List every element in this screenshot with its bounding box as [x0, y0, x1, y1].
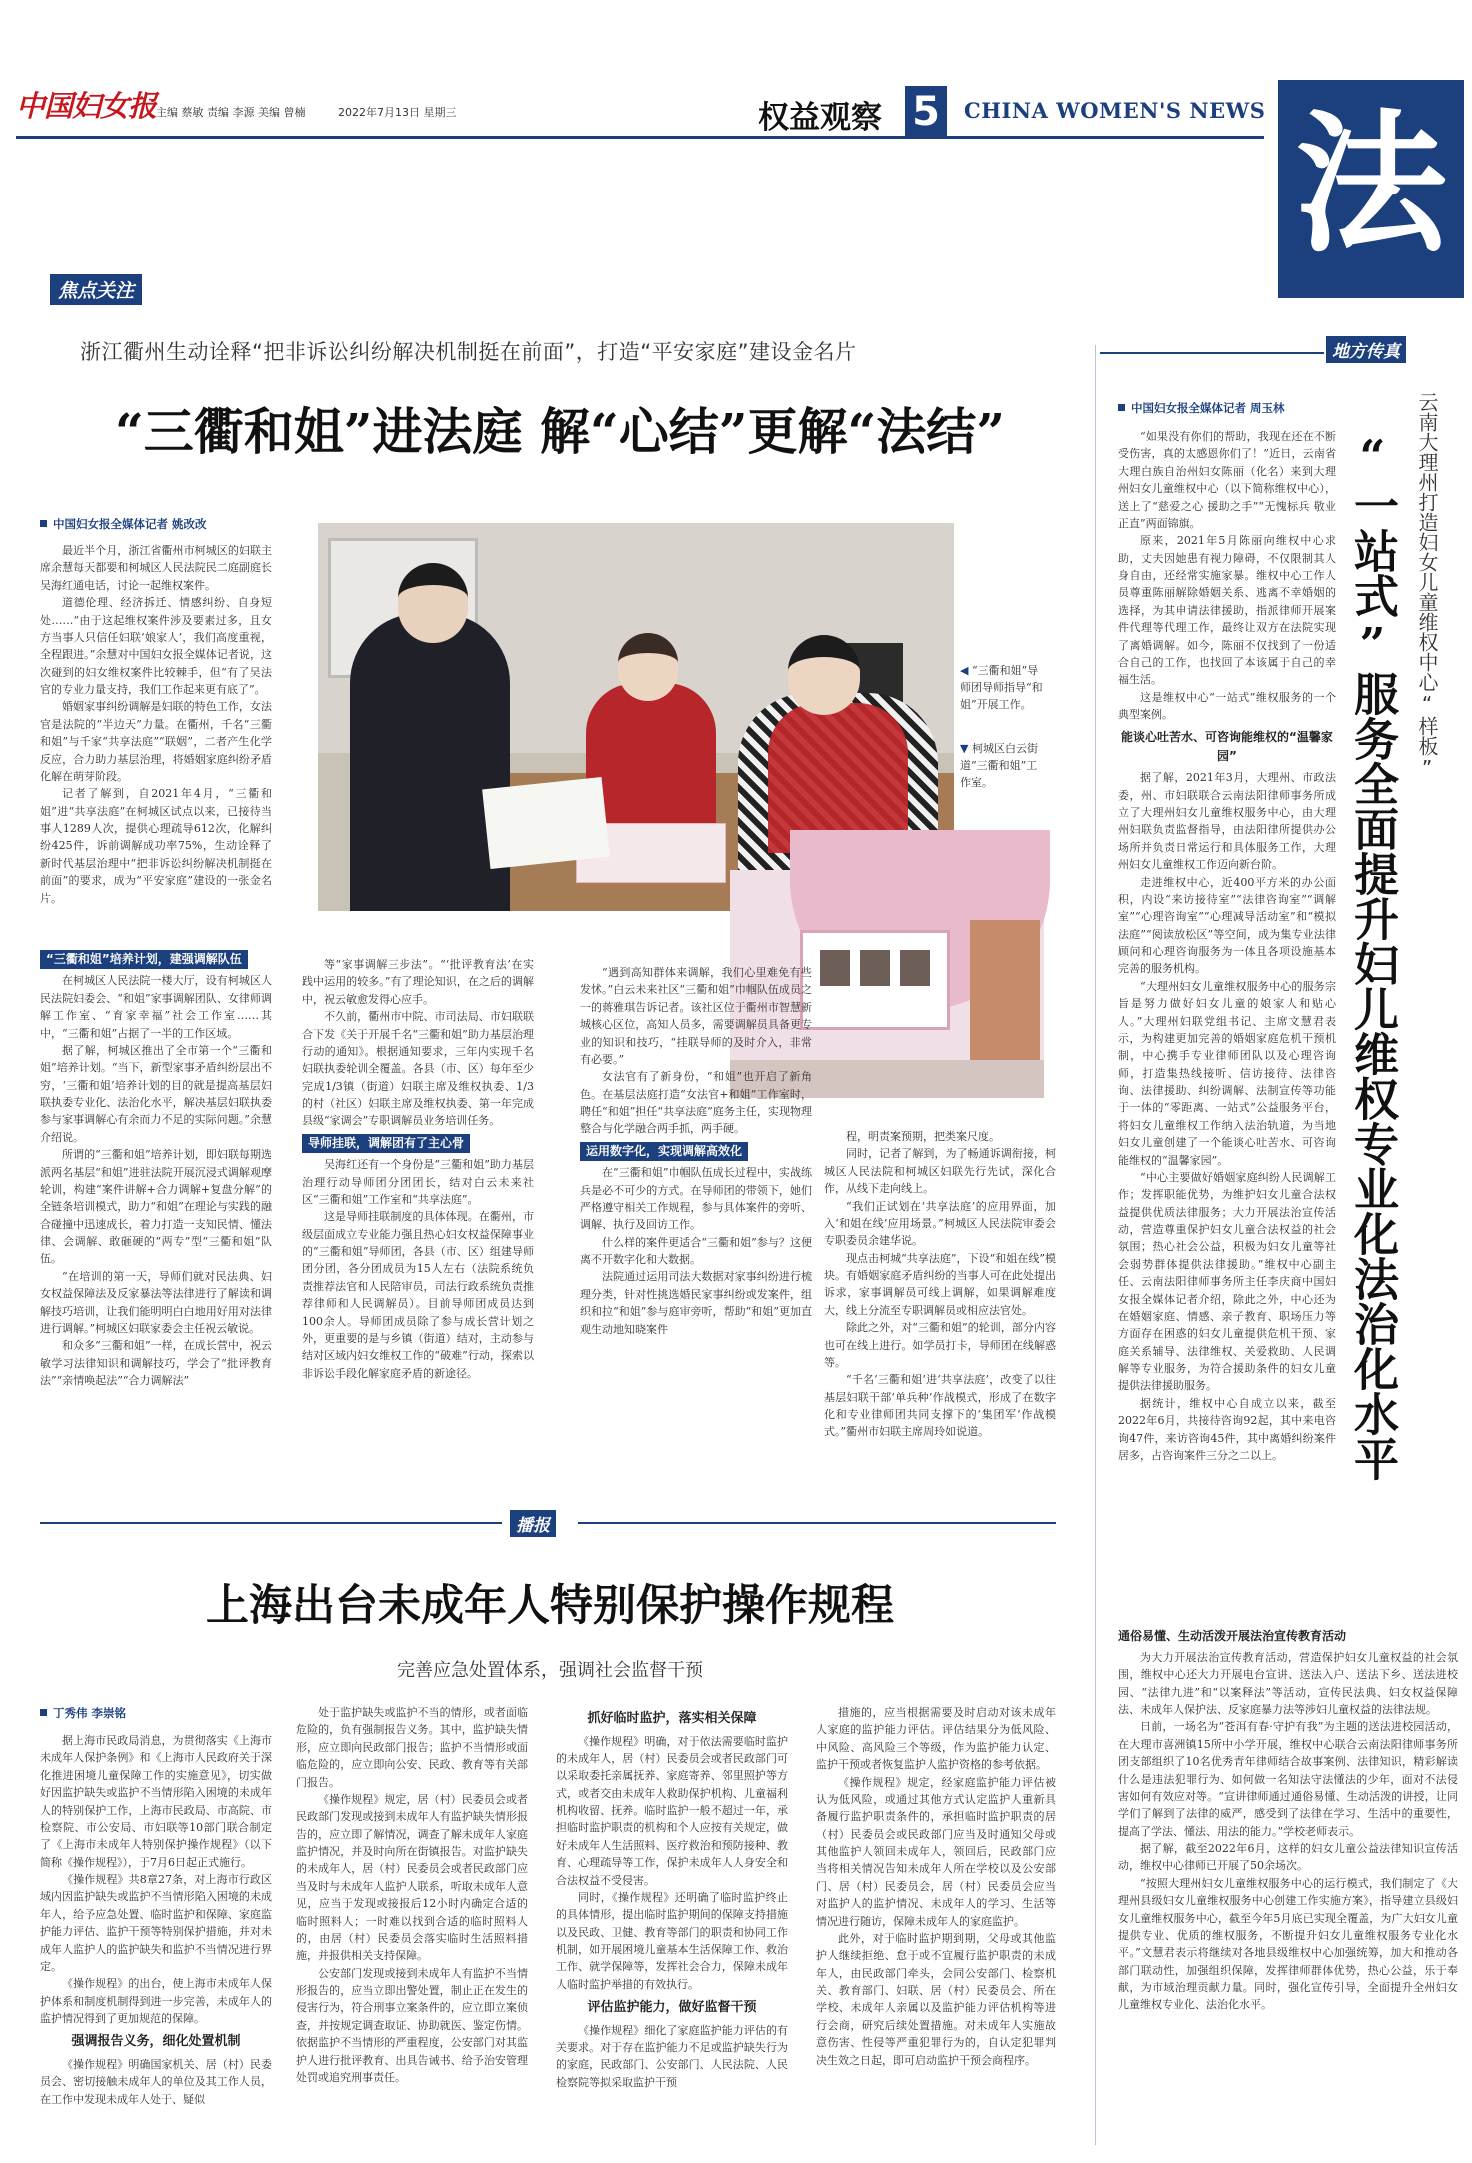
local-subhead-1: 能谈心吐苦水、可咨询能维权的“温馨家园” [1121, 730, 1333, 764]
focus-headline: “三衢和姐”进法庭 解“心结”更解“法结” [115, 402, 1005, 461]
broadcast-rule-left [40, 1522, 502, 1524]
focus-col1-bottom: “三衢和姐”培养计划，建强调解队伍 在柯城区人民法院一楼大厅，设有柯城区人民法院妇委会、“和姐”家事调解团队、女律师调解工作室、“育家幸福”社会工作室……其中，“三衢和姐”占据了一半的工作区域。 据了解，柯城区推出了全市第一个“三衢和姐”培养计划。“当下，新型家事矛盾纠纷层出不穷，‘三衢和姐’培养计划的目的就是提高基层妇联执委专业化、法治化水平，解决基层妇联执委参与家事调解心有余而力不足的实际问题。”余慧介绍说。 所谓的“三衢和姐”培养计划，即妇联每期选派两名基层“和姐”进驻法院开展沉浸式调解观摩轮训，构建“案件讲解+合力调解+复盘分解”的全链条培训模式，助力“和姐”在理论与实践的融合碰撞中迅速成长，着力打造一支知民情、懂法律、会调解、敢砸硬的“两专”型“三衢和姐”队伍。 “在培训的第一天，导师们就对民法典、妇女权益保障法及反家暴法等法律进行了解读和调解技巧培训，让我们能明明白白地用好用对法律进行调解。”柯城区妇联家委会主任祝云敏说。 和众多“三衢和姐”一样，在成长营中，祝云敏学习法律知识和调解技巧，学会了“批评教育法”“亲情唤起法”“合力调解法” [40, 952, 272, 1388]
focus-col1-top: 最近半个月，浙江省衢州市柯城区的妇联主席余慧每天都要和柯城区人民法院民二庭副庭长吴海红通电话，讨论一起维权案件。 道德伦理、经济拆迁、情感纠纷、自身短处……“由于这起维权案件涉及要素过多，且女方当事人只信任妇联‘娘家人’，我们高度重视，全程跟进。”余慧对中国妇女报全媒体记者说，这次碰到的妇女维权案件比较棘手，但“有了吴法官的专业力量支持，我们工作起来更有底了”。 婚姻家事纠纷调解是妇联的特色工作，女法官是法院的“半边天”力量。在衢州，千名“三衢和姐”与千家“共享法庭”“联姻”，二者产生化学反应，合力助力基层治理，将婚姻家庭纠纷矛盾化解在萌芽阶段。 记者了解到，自2021年4月，“三衢和姐”进“共享法庭”在柯城区试点以来，已接待当事人1289人次，提供心理疏导612次，化解纠纷425件，诉前调解成功率75%，生动诠释了新时代基层治理中“把非诉讼纠纷解决机制挺在前面”的要求，成为“平安家庭”建设的一张金名片。 [40, 544, 272, 905]
broadcast-rule-right [578, 1522, 1056, 1524]
english-title: CHINA WOMEN'S NEWS [964, 98, 1266, 123]
newspaper-logo: 中国妇女报 [16, 89, 157, 123]
section-title: 权益观察 [758, 100, 882, 136]
photo-caption-1: ◀ “三衢和姐”导师团导师指导“和姐”开展工作。 [960, 664, 1043, 712]
person-middle-figure [586, 683, 716, 833]
studio-portrait-2 [860, 950, 890, 986]
caption-arrow-down-icon: ▼ [960, 742, 969, 755]
section-char: 法 [1295, 94, 1447, 273]
studio-portrait-3 [900, 950, 930, 986]
page-number: 5 [905, 86, 947, 138]
masthead-date: 2022年7月13日 星期三 [338, 106, 457, 119]
focus-tag: 焦点关注 [50, 274, 142, 305]
local-subhead-2: 通俗易懂、生动活泼开展法治宣传教育活动 [1118, 1629, 1347, 1643]
broadcast-col4: 措施的，应当根据需要及时启动对该未成年人家庭的监护能力评估。评估结果分为低风险、中风险、高风险三个等级，作为监护能力认定、监护干预或者恢复监护人监护资格的参考依据。 《操作规程》规定，经家庭监护能力评估被认为低风险，或通过其他方式认定监护人重新具备履行监护职责条件的，承担临时监护职责的居（村）民委员会或民政部门应当及时通知父母或其他监护人领回未成年人，领回后，民政部门应当将相关情况告知未成年人所在学校以及公安部门、居（村）民委员会，居（村）民委员会应当对监护人的监护情况、未成年人的学习、生活等情况进行随访，保障未成年人的家庭监护。 此外，对于临时监护期到期，父母或其他监护人继续拒绝、怠于或不宜履行监护职责的未成年人，由民政部门牵头，会同公安部门、检察机关、教育部门、妇联、居（村）民委员会、所在学校、未成年人亲属以及监护能力评估机构等进行会商，研究后续处置措施。对未成年人实施故意伤害、性侵等严重犯罪行为的，自认定犯罪判决生效之日起，即可启动监护干预会商程序。 [816, 1706, 1056, 2067]
broadcast-byline: 丁秀伟 李崇铭 [40, 1705, 126, 1721]
local-column-rule [1095, 345, 1096, 2145]
caption-arrow-icon: ◀ [960, 664, 969, 677]
broadcast-headline: 上海出台未成年人特别保护操作规程 [206, 1581, 894, 1631]
broadcast-tag: 播报 [510, 1510, 556, 1537]
focus-col4: 程，明责案预期，把类案尺度。 同时，记者了解到，为了畅通诉调衔接，柯城区人民法院和柯城区妇联先行先试，深化合作，从线下走向线上。 “我们正试划在‘共享法庭’的应用界面，加入‘和姐在线’应用场景。”柯城区人民法院审委会专职委员余建华说。 现点击柯城“共享法庭”，下设“和姐在线”模块。有婚姻家庭矛盾纠纷的当事人可在此处提出诉求，家事调解员可线上调解，如果调解难度大，线上分流至专职调解员或相应法官处。 除此之外，对“三衢和姐”的轮训，部分内容也可在线上进行。如学员打卡，导师团在线解惑等。 “千名‘三衢和姐’进‘共享法庭’，改变了以往基层妇联干部‘单兵种’作战模式，形成了在数字化和专业律师团共同支撑下的‘集团军’作战模式。”衢州市妇联主席周玲如说道。 [824, 1130, 1056, 1439]
focus-subhead-2: 导师挂联，调解团有了主心骨 [302, 1134, 470, 1153]
photo-papers [482, 777, 610, 869]
broadcast-subhead-2: 抓好临时监护，落实相关保障 [587, 1711, 757, 1726]
local-col-top: “如果没有你们的帮助，我现在还在不断受伤害，真的太感恩你们了！”近日，云南省大理白族自治州妇女陈丽（化名）来到大理州妇女儿童维权中心（以下简称维权中心），送上了“慈爱之心 援助之手”“无愧标兵 敬业正直”两面锦旗。 原来，2021年5月陈丽向维权中心求助，丈夫因她患有视力障碍，不仅限制其人身自由，还经常实施家暴。维权中心工作人员尊重陈丽解除婚姻关系、逃离不幸婚姻的选择，为其申请法律援助，指派律师开展案件代理等代理工作，最终让双方在法院实现了离婚调解。如今，陈丽不仅找到了一份适合自己的工作，也找回了本该属于自己的幸福生活。 这是维权中心“一站式”维权服务的一个典型案例。 能谈心吐苦水、可咨询能维权的“温馨家园” 据了解，2021年3月，大理州、市政法委，州、市妇联联合云南法阳律师事务所成立了大理州妇女儿童维权服务中心，由大理州妇联负责监督指导，由法阳律所提供办公场所并负责日常运行和具体服务工作，大理州妇女儿童维权工作迈向新台阶。 走进维权中心，近400平方米的办公面积，内设“来访接待室”“法律咨询室”“调解室”“心理咨询室”“心理减导活动室”和“模拟法庭”“阅读放松区”等空间，成为集专业法律顾问和心理咨询服务为一体且各项设施基本完善的服务机构。 “大理州妇女儿童维权服务中心的服务宗旨是努力做好妇女儿童的娘家人和贴心人。”大理州妇联党组书记、主席文慧君表示，为构建更加完善的婚姻家庭危机干预机制，中心携手专业律师团队以及心理咨询师，打造集热线接听、信访接待、法律咨询、法律援助、纠纷调解、法制宣传等功能于一体的“零距离、一站式”公益服务平台，将妇女儿童维权工作纳入法治轨道，为当地妇女儿童创建了一个能谈心吐苦水、可咨询能维权的“温馨家园”。 “中心主要做好婚姻家庭纠纷人民调解工作；发挥职能优势，为维护妇女儿童合法权益提供优质法律服务；大力开展法治宣传活动，营造尊重保护妇女儿童合法权益的社会氛围；热心社会公益，积极为妇女儿童等社会弱势群体提供法律援助。”维权中心副主任、云南法阳律师事务所主任李庆商中国妇女报全媒体记者介绍，除此之外，中心还为在婚姻家庭、情感、亲子教育、职场压力等方面存在困惑的妇女儿童提供危机干预、家庭关系辅导、法律维权、关爱救助、人民调解等专业服务，为符合援助条件的妇女儿童提供法律援助服务。 据统计，维权中心自成立以来，截至2022年6月，共接待咨询92起，其中来电咨询47件，来访咨询45件，其中离婚纠纷案件居多，占咨询案件三分之二以上。 [1118, 430, 1336, 1462]
broadcast-subtitle: 完善应急处置体系，强调社会监督干预 [397, 1660, 703, 1681]
broadcast-subhead-1: 强调报告义务，细化处置机制 [71, 2034, 241, 2050]
masthead-credits: 主编 蔡敏 责编 李源 美编 曾楠 [156, 106, 306, 119]
broadcast-col3: 抓好临时监护，落实相关保障 《操作规程》明确，对于依法需要临时监护的未成年人，居（村）民委员会或者民政部门可以采取委托亲属抚养、家庭寄养、邻里照护等方式，或者交由未成年人救助保护机构、儿童福利机构收留、抚养。临时监护一般不超过一年，承担临时监护职责的机构和个人应按有关规定，做好未成年人生活照料、医疗救治和预防接种、教育、心理疏导等工作，保护未成年人人身安全和合法权益不受侵害。 同时，《操作规程》还明确了临时监护终止的具体情形，提出临时监护期间的保障支持措施以及民政、卫健、教育等部门的职责和协同工作机制，如开展困境儿童基本生活保障工作、救治工作、就学保障等，发挥社会合力，保障未成年人临时监护举措的有效执行。 评估监护能力，做好监督干预 《操作规程》细化了家庭监护能力评估的有关要求。对于存在监护能力不足或监护缺失行为的家庭，民政部门、公安部门、人民法院、人民检察院等拟采取监护干预 [556, 1711, 788, 2089]
section-char-block [1278, 80, 1464, 298]
focus-kicker: 浙江衢州生动诠释“把非诉讼纠纷解决机制挺在前面”，打造“平安家庭”建设金名片 [80, 340, 857, 364]
local-kicker: 云南大理州打造妇女儿童维权中心“样板” [1415, 392, 1439, 780]
person-left-figure [350, 613, 510, 911]
local-tag: 地方传真 [1326, 336, 1406, 363]
studio-portrait-1 [820, 950, 850, 986]
person-left-head [398, 563, 468, 643]
broadcast-col2: 处于监护缺失或监护不当的情形，或者面临危险的，负有强制报告义务。其中，监护缺失情形，应立即向民政部门报告；监护不当情形或面临危险的，应立即向公安、民政、教育等有关部门报告。 《操作规程》规定，居（村）民委员会或者民政部门发现或接到未成年人有监护缺失情形报告的，应立即了解情况，调查了解未成年人家庭监护情况，并及时向所在街镇报告。对监护缺失的未成年人，居（村）民委员会或者民政部门应当及时与未成年人监护人联系，听取未成年人意见，应当于发现或接报后12小时内确定合适的临时照料人；一时难以找到合适的临时照料人的，由居（村）民委员会落实临时生活照料措施，并报供相关支持保障。 公安部门发现或接到未成年人有监护不当情形报告的，应当立即出警处置，制止正在发生的侵害行为，符合刑事立案条件的，应立即立案侦查，并按规定调查取证、协助就医、鉴定伤情。依据监护不当情形的严重程度，公安部门对其监护人进行批评教育、出具告诫书、给予治安管理处罚或追究刑事责任。 [296, 1706, 528, 2084]
person-middle-head [618, 633, 678, 701]
local-byline: 中国妇女报全媒体记者 周玉林 [1118, 400, 1285, 416]
local-top-rule [1100, 352, 1324, 354]
focus-byline: 中国妇女报全媒体记者 姚改改 [40, 516, 207, 532]
focus-col2: 等“家事调解三步法”。“‘批评教育法’在实践中运用的较多。”有了理论知识，在之后的调解中，祝云敏愈发得心应手。 不久前，衢州市中院、市司法局、市妇联联合下发《关于开展千名“三衢和姐”助力基层治理行动的通知》。根据通知要求，三年内实现千名妇联执委轮训全覆盖。各县（市、区）每年至少完成1/3镇（街道）妇联主席及维权执委、1/3的村（社区）妇联主席及维权执委、第一年完成县级“家调会”专职调解员业务培训任务。 导师挂联，调解团有了主心骨 吴海红还有一个身份是“三衢和姐”助力基层治理行动导师团分团团长，结对白云未来社区“三衢和姐”工作室和“共享法庭”。 这是导师挂联制度的具体体现。在衢州，市级层面成立专业能力强且热心妇女权益保障事业的“三衢和姐”导师团，各县（市、区）组建导师团分团，各分团成员为15人左右（法院系统负责推荐法官和人民陪审员，司法行政系统负责推荐律师和人民调解员）。目前导师团成员达到100余人。导师团成员除了参与成长营计划之外，更重要的是与乡镇（街道）结对，主动参与结对区域内妇女维权工作的“破难”行动，探索以非诉讼手段化解家庭矛盾的新途径。 [302, 958, 534, 1380]
masthead [0, 0, 1472, 140]
broadcast-subhead-3: 评估监护能力，做好监督干预 [587, 2000, 757, 2016]
person-right-head [788, 635, 860, 715]
local-col-bottom: 通俗易懂、生动活泼开展法治宣传教育活动 为大力开展法治宣传教育活动，营造保护妇女儿童权益的社会氛围，维权中心还大力开展电台宣讲、送法入户、送法下乡、送法进校园、“法律九进”和“以案释法”等活动，宣传民法典、妇女权益保障法、未成年人保护法、反家庭暴力法等涉妇儿童权益的法律法规。 日前，一场名为“苍洱有春·守护有我”为主题的送法进校园活动，在大理市喜洲镇15所中小学开展，维权中心联合云南法阳律师事务所团支部组织了10名优秀青年律师结合故事案例、法律知识，精彩解读什么是违法犯罪行为、如何做一名知法守法懂法的少年，面对不法侵害如何有效应对等。“宣讲律师通过通俗易懂、生动活泼的讲授，让同学们了解到了法律的威严，感受到了法律在学习、生活中的重要性，提高了学法、懂法、用法的能力。”学校老师表示。 据了解，截至2022年6月，这样的妇女儿童公益法律知识宣传活动，维权中心律师已开展了50余场次。 “按照大理州妇女儿童维权服务中心的运行模式，我们制定了《大理州县级妇女儿童维权服务中心创建工作实施方案》，指导建立县级妇女儿童维权服务中心，截至今年5月底已实现全覆盖，为广大妇女儿童提供专业、优质的维权服务，不断提升妇女儿童维权服务专业化水平。”文慧君表示将继续对各地县级维权中心加强统筹，加大和推动各部门联动性，加强组织保障，发挥律师群体优势，热心公益，乐于奉献，为市域治理贡献力量。同时，强化宣传引导，全面提升全州妇女儿童维权专业化、法治化水平。 [1118, 1629, 1458, 2012]
local-headline: “一站式”服务全面提升妇儿维权专业化法治化水平 [1346, 430, 1399, 1481]
masthead-rule [16, 136, 1264, 139]
photo-caption-2: ▼ 柯城区白云街道“三衢和姐”工作室。 [960, 742, 1038, 790]
broadcast-col1: 据上海市民政局消息，为贯彻落实《上海市未成年人保护条例》和《上海市人民政府关于深化推进困境儿童保障工作的实施意见》，切实做好因监护缺失或监护不当情形陷入困境的未成年人的特别保护工作，上海市民政局、市高院、市检察院、市公安局、市妇联等10部门联合制定了《上海市未成年人特别保护操作规程》（以下简称《操作规程》），于7月6日起正式施行。 《操作规程》共8章27条，对上海市行政区域内因监护缺失或监护不当情形陷入困境的未成年人，给予应急处置、临时监护和保障、家庭监护能力评估、监护干预等特别保护措施，并对未成年人监护人的监护缺失和监护不当情况进行界定。 《操作规程》的出台，使上海市未成年人保护体系和制度机制得到进一步完善，未成年人的监护情况得到了更加规范的保障。 强调报告义务，细化处置机制 《操作规程》明确国家机关、居（村）民委员会、密切接触未成年人的单位及其工作人员，在工作中发现未成年人处于、疑似 [40, 1734, 272, 2106]
focus-subhead-3: 运用数字化，实现调解高效化 [580, 1142, 748, 1161]
focus-col3: “遇到高知群体来调解，我们心里难免有些发怵。”白云未来社区“三衢和姐”巾帼队伍成员之一的蒋雅琪告诉记者。该社区位于衢州市智慧新城核心区位，高知人员多，需要调解员具备更专业的知识和技巧，“挂联导师的及时介入，非常有必要。” 女法官有了新身份，“和姐”也开启了新角色。在基层法庭打造“女法官+和姐”工作室时，聘任“和姐”担任“共享法庭”庭务主任，实现物理整合与化学融合两手抓，两手硬。 运用数字化，实现调解高效化 在“三衢和姐”巾帼队伍成长过程中，实战练兵是必不可少的方式。在导师团的带领下，她们严格遵守相关工作规程，参与具体案件的旁听、调解、执行及回访工作。 什么样的案件更适合“三衢和姐”参与？这便离不开数字化和大数据。 法院通过运用司法大数据对家事纠纷进行梳理分类，针对性挑选婚民家事纠纷或发案件，组织和拉“和姐”参与庭审旁听，帮助“和姐”更加直观生动地知晓案件 [580, 966, 812, 1336]
focus-subhead-1: “三衢和姐”培养计划，建强调解队伍 [40, 950, 248, 969]
